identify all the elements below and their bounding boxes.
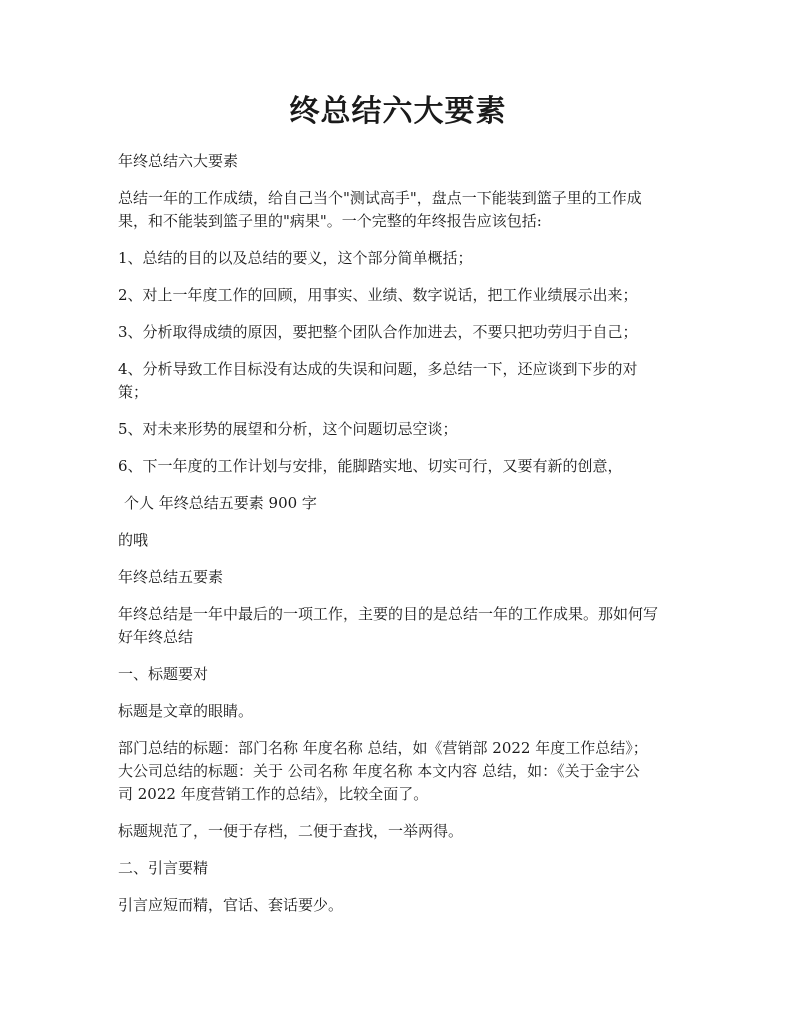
paragraph — [118, 492, 680, 515]
list-item — [118, 358, 680, 404]
paragraph-line: 标题规范了，一便于存档，二便于查找，一举两得。 — [118, 822, 464, 840]
paragraph — [118, 529, 680, 552]
paragraph — [118, 187, 680, 233]
list-item — [118, 321, 680, 344]
paragraph-line: 个人 年终总结五要素 900 字 — [124, 494, 317, 512]
paragraph-line: 的哦 — [118, 531, 149, 549]
paragraph-line: 大公司总结的标题：关于 公司名称 年度名称 本文内容 总结，如：《关于金宇公 — [118, 762, 640, 780]
list-item — [118, 247, 680, 270]
list-item — [118, 418, 680, 441]
paragraph-line: 部门总结的标题：部门名称 年度名称 总结，如《营销部 2022 年度工作总结》； — [118, 739, 648, 757]
section-heading — [118, 857, 680, 880]
paragraph-line: 好年终总结 — [118, 628, 194, 646]
document-body — [118, 150, 680, 931]
paragraph-line: 司 2022 年度营销工作的总结》，比较全面了。 — [118, 785, 429, 803]
paragraph-line: 5、对未来形势的展望和分析，这个问题切忌空谈； — [118, 420, 458, 438]
paragraph — [118, 820, 680, 843]
section-heading — [118, 663, 680, 686]
list-item — [118, 455, 680, 478]
paragraph-line: 总结一年的工作成绩，给自己当个"测试高手"，盘点一下能装到篮子里的工作成 — [118, 189, 642, 207]
paragraph-line: 标题是文章的眼睛。 — [118, 702, 254, 720]
document-title: 终总结六大要素 — [289, 94, 507, 129]
paragraph-line: 二、引言要精 — [118, 859, 209, 877]
paragraph-line: 一、标题要对 — [118, 665, 209, 683]
paragraph-line: 年终总结是一年中最后的一项工作，主要的目的是总结一年的工作成果。那如何写 — [118, 605, 659, 623]
paragraph-line: 1、总结的目的以及总结的要义，这个部分简单概括； — [118, 249, 473, 267]
paragraph-line: 年终总结六大要素 — [118, 152, 239, 170]
paragraph — [118, 566, 680, 589]
paragraph — [118, 700, 680, 723]
paragraph-line: 2、对上一年度工作的回顾，用事实、业绩、数字说话，把工作业绩展示出来； — [118, 286, 638, 304]
list-item — [118, 284, 680, 307]
paragraph — [118, 603, 680, 649]
paragraph-line: 6、下一年度的工作计划与安排，能脚踏实地、切实可行，又要有新的创意， — [118, 457, 623, 475]
paragraph — [118, 894, 680, 917]
paragraph-line: 3、分析取得成绩的原因，要把整个团队合作加进去，不要只把功劳归于自己； — [118, 323, 638, 341]
paragraph-line: 策； — [118, 383, 149, 401]
paragraph-line: 果，和不能装到篮子里的"病果"。一个完整的年终报告应该包括: — [118, 212, 542, 230]
paragraph — [118, 737, 680, 806]
paragraph — [118, 150, 680, 173]
paragraph-line: 4、分析导致工作目标没有达成的失误和问题，多总结一下，还应谈到下步的对 — [118, 360, 638, 378]
paragraph-line: 引言应短而精，官话、套话要少。 — [118, 896, 344, 914]
paragraph-line: 年终总结五要素 — [118, 568, 224, 586]
